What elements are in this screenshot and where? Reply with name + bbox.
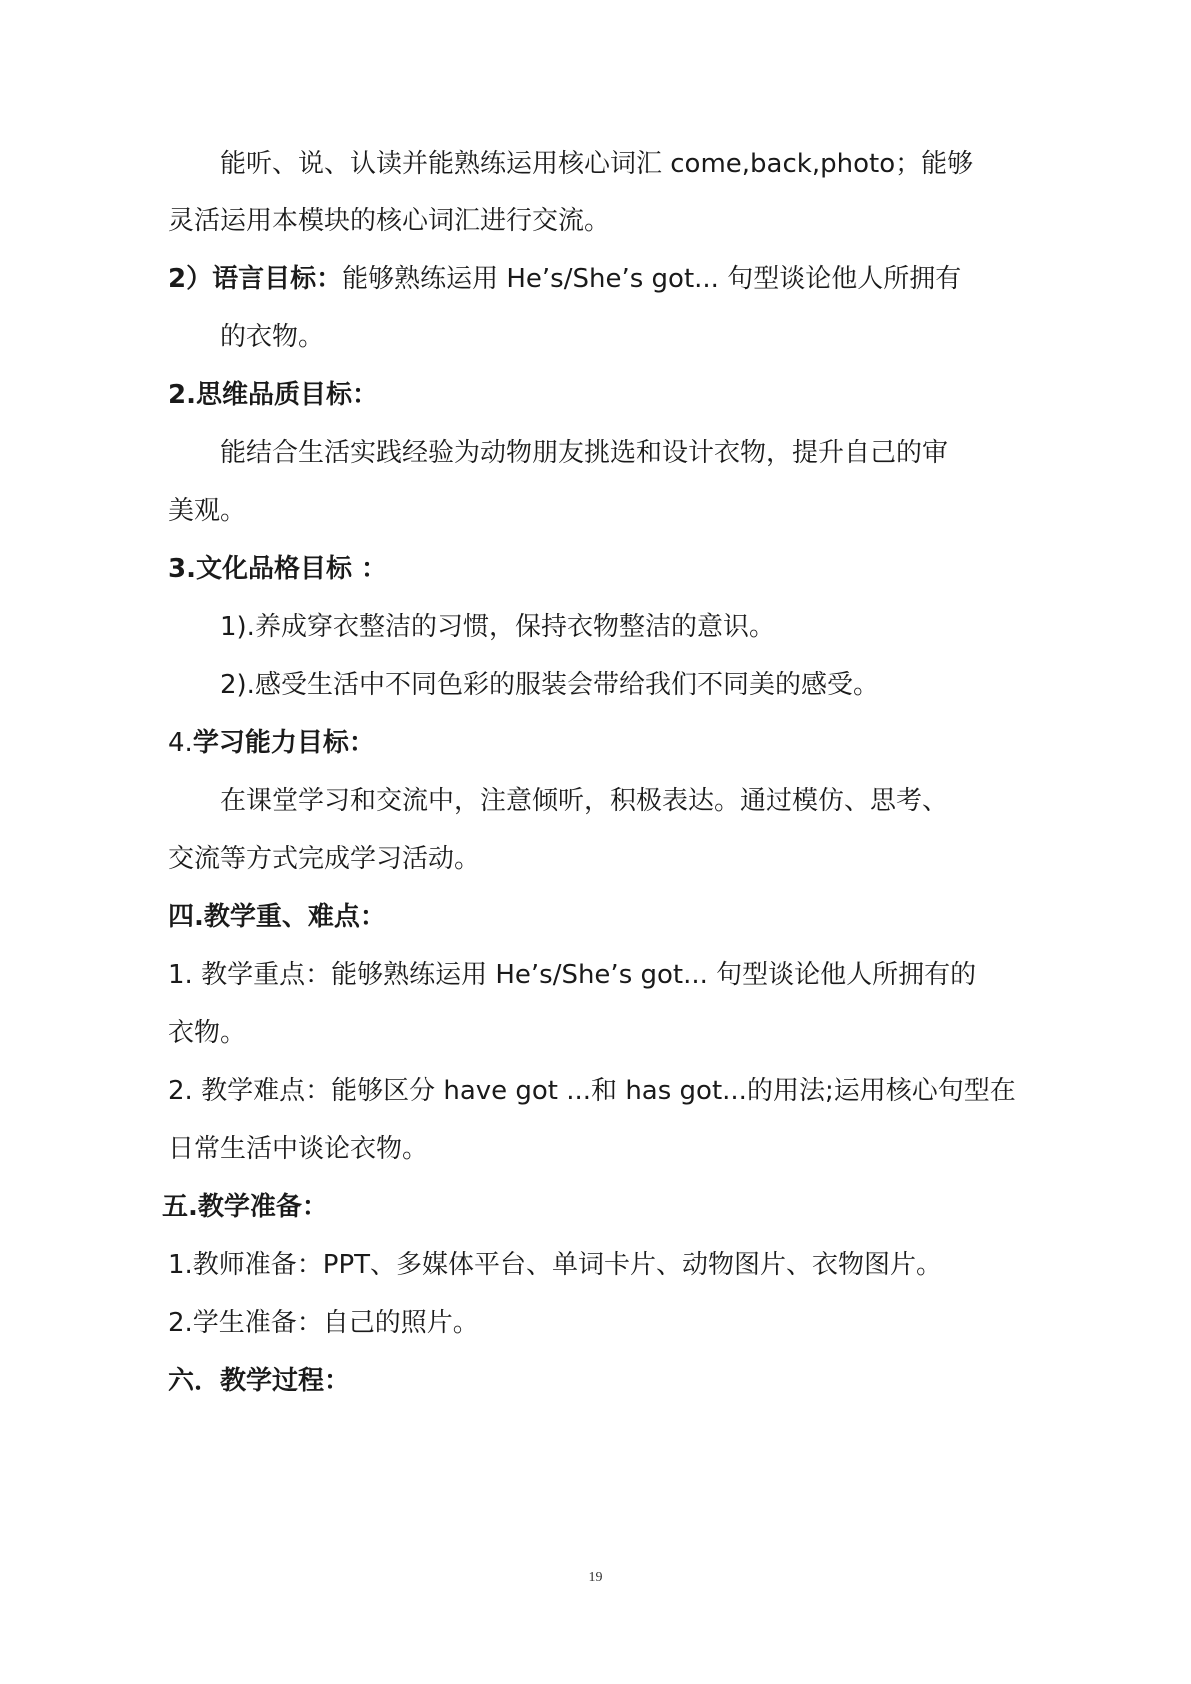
heading-learning-ability-number: 4. (168, 728, 193, 758)
learning-ability-line-2: 交流等方式完成学习活动。 (168, 844, 481, 874)
learning-ability-line-1: 在课堂学习和交流中，注意倾听，积极表达。通过模仿、思考、 (220, 786, 949, 816)
key-point-line-1: 1. 教学重点：能够熟练运用 He’s/She’s got... 句型谈论他人所拥有的 (168, 960, 977, 990)
page-number: 19 (588, 1570, 603, 1585)
student-preparation: 2.学生准备：自己的照片。 (168, 1308, 479, 1338)
thinking-quality-line-2: 美观。 (168, 496, 247, 526)
heading-thinking-quality: 2.思维品质目标： (168, 380, 378, 410)
paragraph-vocab-line-1: 能听、说、认读并能熟练运用核心词汇 come,back,photo；能够 (220, 149, 974, 179)
cultural-item-1: 1).养成穿衣整洁的习惯，保持衣物整洁的意识。 (220, 612, 775, 642)
language-goal-text: 能够熟练运用 He’s/She’s got... 句型谈论他人所拥有 (342, 264, 962, 294)
difficult-point-line-1: 2. 教学难点：能够区分 have got ...和 has got...的用法;运用核心句型在 (168, 1076, 1016, 1106)
difficult-point-line-2: 日常生活中谈论衣物。 (168, 1134, 429, 1164)
key-point-line-2: 衣物。 (168, 1018, 247, 1048)
cultural-item-2: 2).感受生活中不同色彩的服装会带给我们不同美的感受。 (220, 670, 879, 700)
heading-teaching-preparation: 五.教学准备： (162, 1192, 328, 1222)
language-goal-label: 2）语言目标： (168, 264, 343, 294)
heading-learning-ability (168, 723, 375, 763)
teacher-preparation: 1.教师准备：PPT、多媒体平台、单词卡片、动物图片、衣物图片。 (168, 1250, 943, 1280)
heading-teaching-process: 六．教学过程： (168, 1366, 351, 1396)
paragraph-vocab-line-2: 灵活运用本模块的核心词汇进行交流。 (168, 206, 611, 236)
language-goal-line-1 (168, 259, 961, 299)
heading-cultural-character: 3.文化品格目标 ： (168, 554, 388, 584)
thinking-quality-line-1: 能结合生活实践经验为动物朋友挑选和设计衣物，提升自己的审 (220, 438, 949, 468)
heading-learning-ability-label: 学习能力目标： (192, 728, 375, 758)
language-goal-line-2: 的衣物。 (220, 322, 325, 352)
heading-key-difficult-points: 四.教学重、难点： (168, 902, 386, 932)
